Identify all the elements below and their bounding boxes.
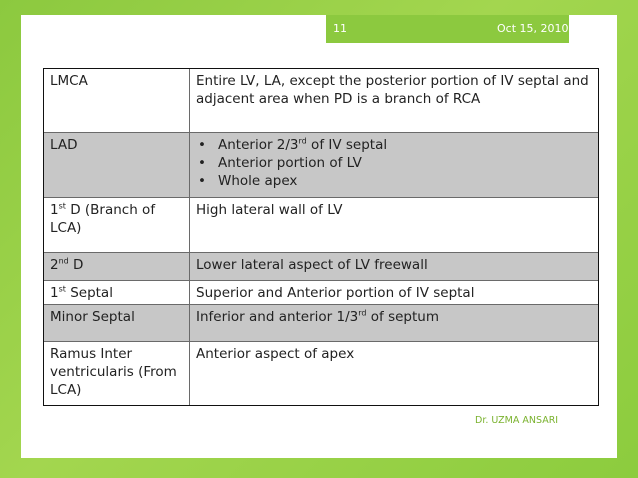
list-item: • Anterior 2/3rd of IV septal (196, 136, 592, 154)
artery-cell: 2nd D (44, 253, 190, 280)
list-item: • Whole apex (196, 172, 592, 190)
coronary-territory-table (43, 68, 599, 406)
table-row (44, 281, 598, 305)
author-footer: Dr. UZMA ANSARI (475, 415, 559, 426)
table-row (44, 305, 598, 342)
territory-cell: High lateral wall of LV (196, 202, 343, 218)
table-row (44, 253, 598, 281)
table-row (44, 133, 598, 198)
table-row (44, 69, 598, 133)
territory-cell: Anterior aspect of apex (196, 346, 355, 362)
territory-cell (190, 133, 598, 197)
list-item: • Anterior portion of LV (196, 154, 592, 172)
territory-cell: Inferior and anterior 1/3rd of septum (196, 308, 439, 325)
territory-cell: Lower lateral aspect of LV freewall (196, 257, 428, 273)
slide-date: Oct 15, 2010 (497, 22, 569, 35)
table-row (44, 198, 598, 253)
artery-cell: LAD (44, 133, 190, 197)
territory-list (196, 136, 592, 190)
slide-number: 11 (333, 22, 347, 35)
artery-cell: LMCA (44, 69, 190, 132)
territory-cell: Entire LV, LA, except the posterior portion of IV septal and adjacent area when PD is a branch of RCA (196, 73, 589, 107)
artery-cell: Minor Septal (44, 305, 190, 341)
artery-cell: Ramus Inter ventricularis (From LCA) (44, 342, 190, 405)
artery-cell: 1st D (Branch of LCA) (44, 198, 190, 252)
table-row (44, 342, 598, 405)
artery-cell: 1st Septal (44, 281, 190, 304)
territory-cell: Superior and Anterior portion of IV septal (196, 285, 475, 301)
